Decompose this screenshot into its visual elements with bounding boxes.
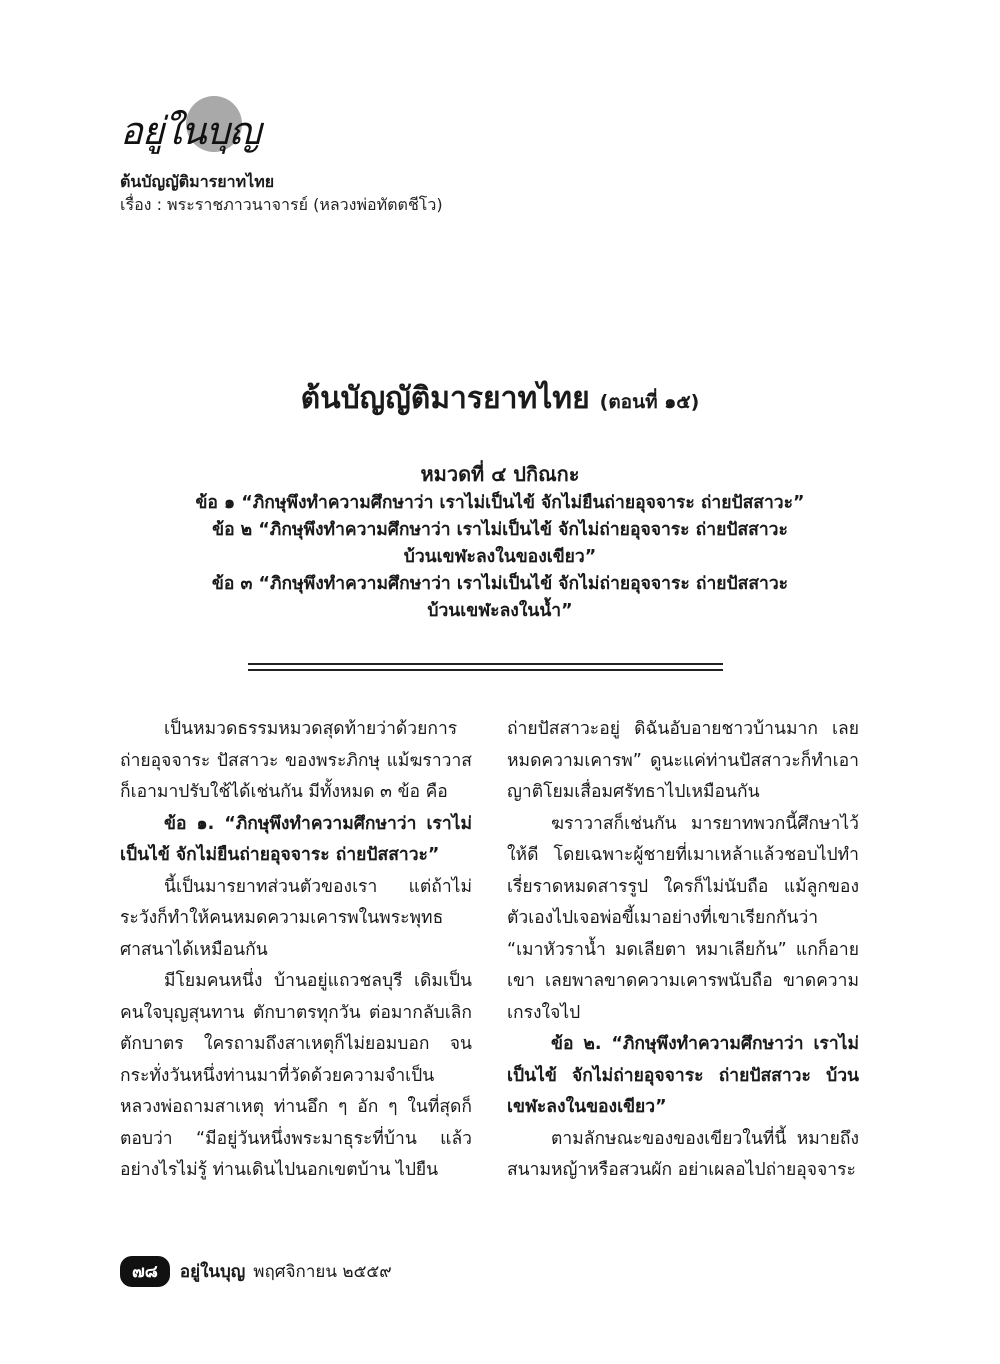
series-title: ต้นบัญญัติมารยาทไทย — [120, 172, 275, 191]
paragraph: ถ่ายปัสสาวะอยู่ ดิฉันอับอายชาวบ้านมาก เลยหมดความเคารพ” ดูนะแค่ท่านปัสสาวะก็ทำเอาญาติโยมเสื่อมศรัทธาไปเหมือนกัน — [507, 719, 859, 802]
logo-text: อยู่ในบุญ — [120, 109, 261, 153]
rules-block — [100, 490, 900, 625]
double-rule-bottom — [248, 669, 723, 671]
paragraph: เป็นหมวดธรรมหมวดสุดท้ายว่าด้วยการถ่ายอุจจาระ ปัสสาวะ ของพระภิกษุ แม้ฆราวาสก็เอามาปรับใช้ได้เช่นกัน มีทั้งหมด ๓ ข้อ คือ — [120, 719, 472, 802]
episode-label: (ตอนที่ ๑๕) — [599, 391, 700, 413]
byline: เรื่อง : พระราชภาวนาจารย์ (หลวงพ่อทัตตชีโว) — [120, 195, 443, 214]
rule-line: ข้อ ๑ “ภิกษุพึงทำความศึกษาว่า เราไม่เป็นไข้ จักไม่ยืนถ่ายอุจจาระ ถ่ายปัสสาวะ” — [195, 493, 805, 513]
paragraph: ตามลักษณะของของเขียวในที่นี้ หมายถึงสนามหญ้าหรือสวนผัก อย่าเผลอไปถ่ายอุจจาระ — [507, 1128, 859, 1180]
title-text: ต้นบัญญัติมารยาทไทย — [300, 381, 590, 416]
chapter-heading: หมวดที่ ๔ ปกิณกะ — [420, 462, 580, 486]
rule-line: ข้อ ๒ “ภิกษุพึงทำความศึกษาว่า เราไม่เป็นไข้ จักไม่ถ่ายอุจจาระ ถ่ายปัสสาวะ — [212, 520, 788, 540]
paragraph: มีโยมคนหนึ่ง บ้านอยู่แถวชลบุรี เดิมเป็นคนใจบุญสุนทาน ตักบาตรทุกวัน ต่อมากลับเลิกตักบาตร ใครถามถึงสาเหตุก็ไม่ยอมบอก จนกระทั่งวันหนึ่งท่านมาที่วัดด้วยความจำเป็น หลวงพ่อถามสาเหตุ ท่านอึก ๆ อัก ๆ ในที่สุดก็ตอบว่า “มีอยู่วันหนึ่งพระมาธุระที่บ้าน แล้วอย่างไรไม่รู้ ท่านเดินไปนอกเขตบ้าน ไปยืน — [120, 971, 472, 1180]
rule-line: บ้วนเขฬะลงในของเขียว” — [403, 547, 597, 567]
footer-issue: พฤศจิกายน ๒๕๕๙ — [253, 1262, 392, 1282]
left-column — [120, 714, 472, 1187]
rule-line: บ้วนเขฬะลงในน้ำ” — [427, 601, 573, 621]
rule-line: ข้อ ๓ “ภิกษุพึงทำความศึกษาว่า เราไม่เป็นไข้ จักไม่ถ่ายอุจจาระ ถ่ายปัสสาวะ — [211, 574, 789, 594]
article-title — [0, 375, 1000, 422]
paragraph: นี้เป็นมารยาทส่วนตัวของเรา แต่ถ้าไม่ระวังก็ทำให้คนหมดความเคารพในพระพุทธศาสนาได้เหมือนกัน — [120, 876, 472, 960]
paragraph: ฆราวาสก็เช่นกัน มารยาทพวกนี้ศึกษาไว้ให้ดี โดยเฉพาะผู้ชายที่เมาเหล้าแล้วชอบไปทำเรี่ยราดหมดสารรูป ใครก็ไม่นับถือ แม้ลูกของตัวเองไปเจอพ่อขี้เมาอย่างที่เขาเรียกกันว่า “เมาหัวราน้ำ มดเลียตา หมาเลียก้น” แกก็อายเขา เลยพาลขาดความเคารพนับถือ ขาดความเกรงใจไป — [507, 813, 859, 1023]
rule-paragraph: ข้อ ๑. “ภิกษุพึงทำความศึกษาว่า เราไม่เป็นไข้ จักไม่ยืนถ่ายอุจจาระ ถ่ายปัสสาวะ” — [120, 813, 472, 865]
rule-paragraph: ข้อ ๒. “ภิกษุพึงทำความศึกษาว่า เราไม่เป็นไข้ จักไม่ถ่ายอุจจาระ ถ่ายปัสสาวะ บ้วนเขฬะลงในของเขียว” — [507, 1034, 859, 1117]
double-rule-top — [248, 663, 723, 665]
magazine-logo — [120, 94, 260, 156]
page-number: ๗๘ — [120, 1256, 170, 1287]
right-column — [507, 714, 859, 1187]
footer-magazine: อยู่ในบุญ — [179, 1262, 246, 1282]
page-footer — [120, 1256, 392, 1287]
